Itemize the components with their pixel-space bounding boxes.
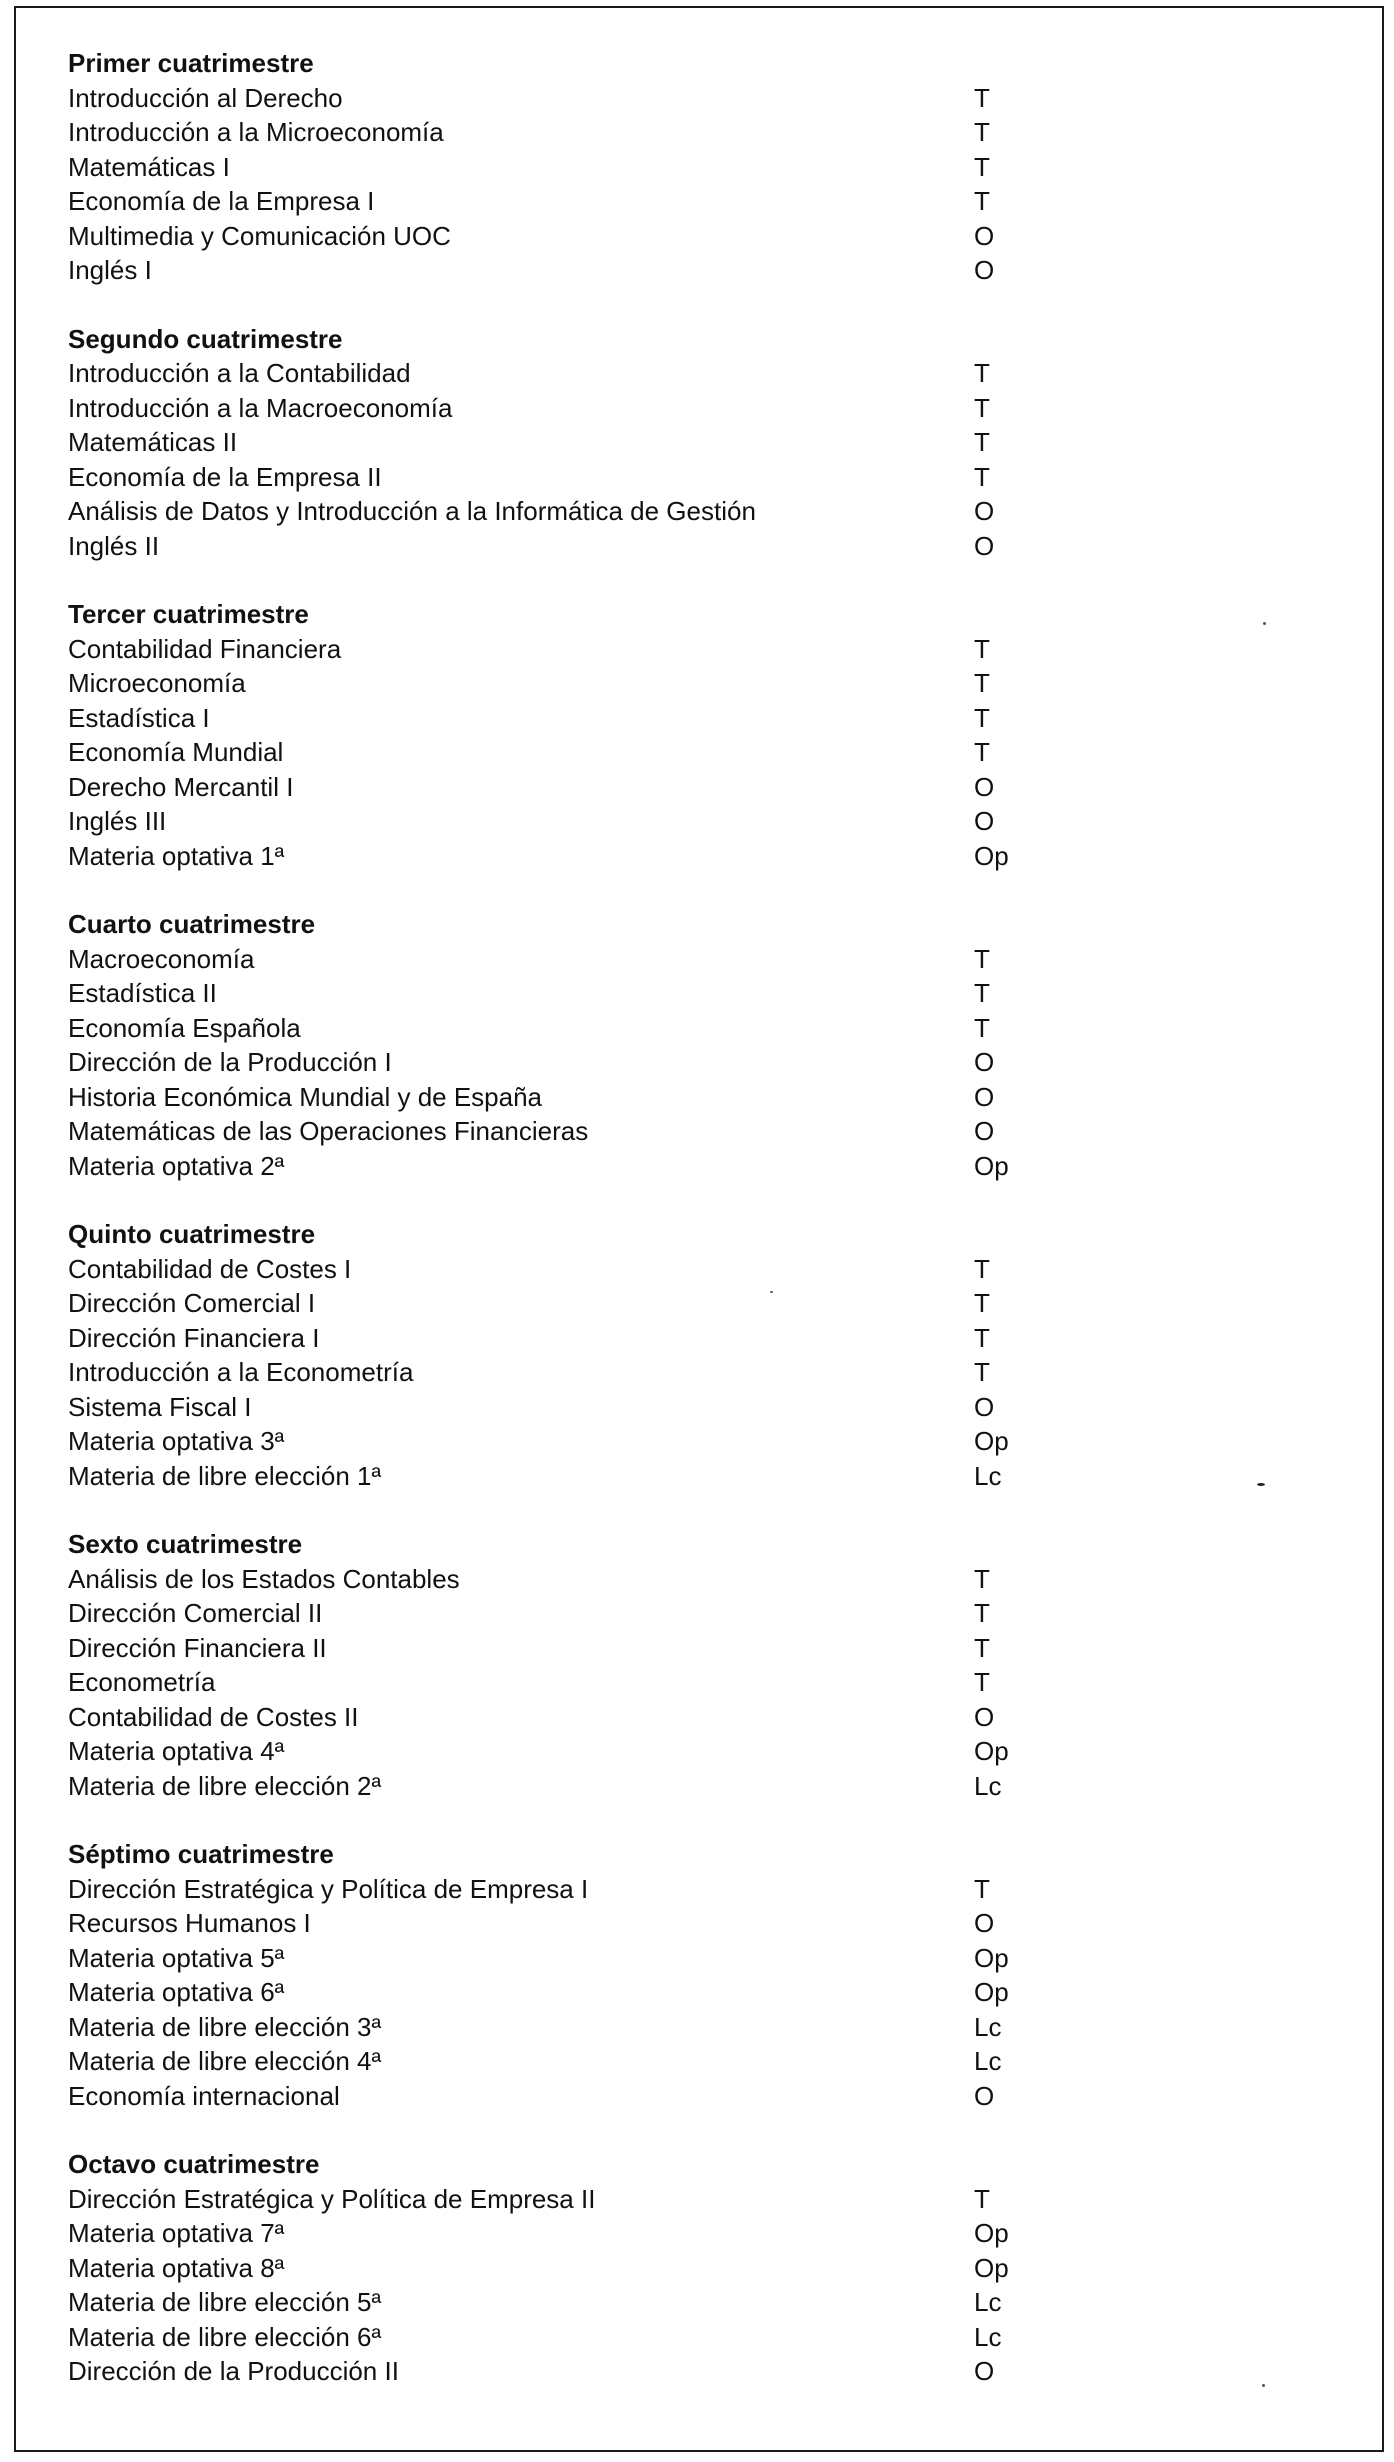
- course-type-code: T: [974, 1322, 990, 1353]
- course-row: [68, 1562, 1368, 1597]
- course-name: Análisis de los Estados Contables: [68, 1563, 460, 1594]
- semester-title: Cuarto cuatrimestre: [68, 909, 316, 939]
- course-type-code: T: [974, 392, 990, 423]
- course-row: [68, 839, 1368, 874]
- semester-title: Octavo cuatrimestre: [68, 2149, 320, 2179]
- course-row: [68, 1769, 1368, 1804]
- course-type-code: Op: [974, 2218, 1009, 2248]
- course-type-code: T: [974, 1563, 990, 1594]
- course-row: [68, 184, 1368, 219]
- course-type-code: T: [974, 461, 990, 492]
- course-type-code: O: [974, 1081, 995, 1112]
- course-row: [68, 1114, 1368, 1149]
- course-name: Contabilidad de Costes II: [68, 1701, 359, 1732]
- course-type-code: Op: [974, 1426, 1009, 1456]
- course-name: Materia optativa 1ª: [68, 840, 285, 871]
- curriculum-list: [68, 46, 1368, 2423]
- course-name: Dirección Estratégica y Política de Empresa II: [68, 2183, 596, 2214]
- course-name: Inglés III: [68, 806, 167, 836]
- course-name: Matemáticas I: [68, 151, 230, 182]
- course-row: [68, 942, 1368, 977]
- scan-speck: [1263, 622, 1266, 625]
- course-row: [68, 770, 1368, 805]
- course-row: [68, 425, 1368, 460]
- course-row: [68, 2182, 1368, 2217]
- course-name: Economía de la Empresa I: [68, 186, 375, 216]
- course-name: Matemáticas de las Operaciones Financieras: [68, 1116, 589, 1146]
- course-row: [68, 1631, 1368, 1666]
- course-name: Materia optativa 4ª: [68, 1736, 285, 1766]
- course-type-code: T: [974, 702, 990, 733]
- course-type-code: Op: [974, 1150, 1009, 1181]
- course-name: Inglés II: [68, 530, 160, 561]
- course-row: [68, 1321, 1368, 1356]
- scan-speck: [1262, 2384, 1265, 2387]
- course-name: Estadística I: [68, 702, 210, 733]
- semester-title: Segundo cuatrimestre: [68, 323, 343, 354]
- course-name: Materia optativa 6ª: [68, 1977, 285, 2007]
- course-type-code: T: [974, 1357, 990, 1387]
- semester-section: [68, 1527, 1368, 1803]
- course-type-code: O: [974, 530, 995, 561]
- course-row: [68, 2044, 1368, 2079]
- course-name: Economía Mundial: [68, 737, 284, 767]
- course-type-code: O: [974, 1908, 995, 1938]
- course-row: [68, 1596, 1368, 1631]
- course-name: Materia optativa 8ª: [68, 2252, 285, 2283]
- course-row: [68, 2320, 1368, 2355]
- semester-section: [68, 1217, 1368, 1493]
- course-type-code: T: [974, 358, 990, 388]
- course-type-code: O: [974, 1116, 995, 1146]
- course-row: [68, 976, 1368, 1011]
- course-name: Matemáticas II: [68, 427, 238, 457]
- course-row: [68, 356, 1368, 391]
- course-type-code: T: [974, 1253, 990, 1284]
- course-type-code: Op: [974, 1977, 1009, 2007]
- course-name: Materia optativa 2ª: [68, 1150, 285, 1181]
- course-type-code: O: [974, 1391, 995, 1422]
- course-name: Materia de libre elección 1ª: [68, 1460, 382, 1491]
- course-row: [68, 2216, 1368, 2251]
- course-name: Dirección Comercial I: [68, 1288, 316, 1318]
- course-row: [68, 804, 1368, 839]
- course-name: Materia de libre elección 4ª: [68, 2046, 382, 2076]
- course-row: [68, 666, 1368, 701]
- course-row: [68, 2354, 1368, 2389]
- course-name: Dirección de la Producción II: [68, 2356, 399, 2386]
- course-name: Contabilidad de Costes I: [68, 1253, 352, 1284]
- course-type-code: T: [974, 1667, 990, 1697]
- semester-section: [68, 322, 1368, 564]
- course-name: Introducción a la Macroeconomía: [68, 392, 453, 423]
- course-type-code: T: [974, 427, 990, 457]
- course-name: Dirección Comercial II: [68, 1598, 323, 1628]
- course-row: [68, 219, 1368, 254]
- semester-section: [68, 1837, 1368, 2113]
- course-type-code: O: [974, 2356, 995, 2386]
- course-type-code: T: [974, 737, 990, 767]
- course-type-code: T: [974, 186, 990, 216]
- course-row: [68, 1941, 1368, 1976]
- course-name: Materia optativa 3ª: [68, 1426, 285, 1456]
- course-type-code: Op: [974, 840, 1009, 871]
- course-name: Introducción a la Microeconomía: [68, 117, 444, 147]
- course-row: [68, 253, 1368, 288]
- course-row: [68, 460, 1368, 495]
- course-row: [68, 1355, 1368, 1390]
- course-name: Recursos Humanos I: [68, 1908, 311, 1938]
- course-row: [68, 1665, 1368, 1700]
- semester-section: [68, 2147, 1368, 2389]
- course-name: Microeconomía: [68, 668, 246, 698]
- course-row: [68, 1011, 1368, 1046]
- course-type-code: O: [974, 496, 995, 526]
- course-name: Introducción a la Econometría: [68, 1357, 414, 1387]
- semester-title: Primer cuatrimestre: [68, 48, 314, 78]
- course-type-code: Lc: [974, 2011, 1002, 2042]
- course-name: Estadística II: [68, 978, 217, 1008]
- course-name: Introducción al Derecho: [68, 82, 343, 113]
- course-row: [68, 81, 1368, 116]
- course-name: Dirección de la Producción I: [68, 1047, 392, 1077]
- course-row: [68, 2251, 1368, 2286]
- course-name: Análisis de Datos y Introducción a la Informática de Gestión: [68, 496, 756, 526]
- course-name: Dirección Financiera II: [68, 1632, 327, 1663]
- course-row: [68, 2079, 1368, 2114]
- course-name: Materia de libre elección 3ª: [68, 2011, 382, 2042]
- course-type-code: O: [974, 220, 995, 251]
- course-type-code: T: [974, 633, 990, 664]
- course-name: Introducción a la Contabilidad: [68, 358, 411, 388]
- course-name: Macroeconomía: [68, 943, 255, 974]
- course-name: Materia de libre elección 2ª: [68, 1770, 382, 1801]
- course-type-code: T: [974, 943, 990, 974]
- course-name: Historia Económica Mundial y de España: [68, 1081, 543, 1112]
- course-name: Materia optativa 7ª: [68, 2218, 285, 2248]
- course-type-code: O: [974, 771, 995, 802]
- course-row: [68, 1734, 1368, 1769]
- course-type-code: Op: [974, 1942, 1009, 1973]
- course-name: Derecho Mercantil I: [68, 771, 294, 802]
- course-name: Dirección Financiera I: [68, 1322, 320, 1353]
- course-row: [68, 115, 1368, 150]
- course-row: [68, 1286, 1368, 1321]
- course-type-code: T: [974, 1632, 990, 1663]
- course-row: [68, 529, 1368, 564]
- semester-title: Tercer cuatrimestre: [68, 599, 309, 629]
- course-row: [68, 1872, 1368, 1907]
- scan-speck: [770, 1291, 773, 1293]
- course-type-code: Lc: [974, 1460, 1002, 1491]
- course-type-code: T: [974, 2183, 990, 2214]
- course-row: [68, 1252, 1368, 1287]
- course-type-code: T: [974, 151, 990, 182]
- course-row: [68, 2285, 1368, 2320]
- course-name: Multimedia y Comunicación UOC: [68, 220, 451, 251]
- course-type-code: O: [974, 255, 995, 285]
- course-type-code: T: [974, 82, 990, 113]
- course-name: Economía de la Empresa II: [68, 461, 382, 492]
- course-type-code: T: [974, 1012, 990, 1043]
- course-type-code: O: [974, 2080, 995, 2111]
- course-row: [68, 1080, 1368, 1115]
- course-name: Economía Española: [68, 1012, 301, 1043]
- course-row: [68, 735, 1368, 770]
- course-row: [68, 1390, 1368, 1425]
- course-name: Materia de libre elección 6ª: [68, 2321, 382, 2352]
- course-type-code: Op: [974, 1736, 1009, 1766]
- course-type-code: O: [974, 806, 995, 836]
- course-type-code: O: [974, 1701, 995, 1732]
- course-name: Sistema Fiscal I: [68, 1391, 252, 1422]
- course-type-code: T: [974, 117, 990, 147]
- course-row: [68, 1975, 1368, 2010]
- course-type-code: T: [974, 978, 990, 1008]
- course-row: [68, 632, 1368, 667]
- course-type-code: Lc: [974, 2046, 1002, 2076]
- course-name: Materia de libre elección 5ª: [68, 2287, 382, 2317]
- course-name: Economía internacional: [68, 2080, 340, 2111]
- course-name: Dirección Estratégica y Política de Empresa I: [68, 1873, 589, 1904]
- course-type-code: T: [974, 668, 990, 698]
- semester-title: Séptimo cuatrimestre: [68, 1839, 334, 1869]
- course-type-code: T: [974, 1598, 990, 1628]
- course-row: [68, 1459, 1368, 1494]
- course-row: [68, 1700, 1368, 1735]
- course-name: Contabilidad Financiera: [68, 633, 342, 664]
- course-row: [68, 150, 1368, 185]
- semester-title: Sexto cuatrimestre: [68, 1529, 303, 1559]
- course-type-code: Op: [974, 2252, 1009, 2283]
- course-type-code: Lc: [974, 1770, 1002, 1801]
- course-type-code: Lc: [974, 2321, 1002, 2352]
- course-row: [68, 494, 1368, 529]
- course-row: [68, 1045, 1368, 1080]
- course-type-code: T: [974, 1288, 990, 1318]
- course-type-code: Lc: [974, 2287, 1002, 2317]
- scan-speck: [1257, 1483, 1265, 1486]
- course-name: Econometría: [68, 1667, 216, 1697]
- course-name: Materia optativa 5ª: [68, 1942, 285, 1973]
- course-type-code: T: [974, 1873, 990, 1904]
- course-row: [68, 2010, 1368, 2045]
- semester-section: [68, 907, 1368, 1183]
- course-row: [68, 1149, 1368, 1184]
- semester-title: Quinto cuatrimestre: [68, 1219, 316, 1249]
- course-row: [68, 391, 1368, 426]
- course-type-code: O: [974, 1047, 995, 1077]
- semester-section: [68, 597, 1368, 873]
- course-row: [68, 701, 1368, 736]
- course-row: [68, 1424, 1368, 1459]
- course-row: [68, 1906, 1368, 1941]
- course-name: Inglés I: [68, 255, 152, 285]
- semester-section: [68, 46, 1368, 288]
